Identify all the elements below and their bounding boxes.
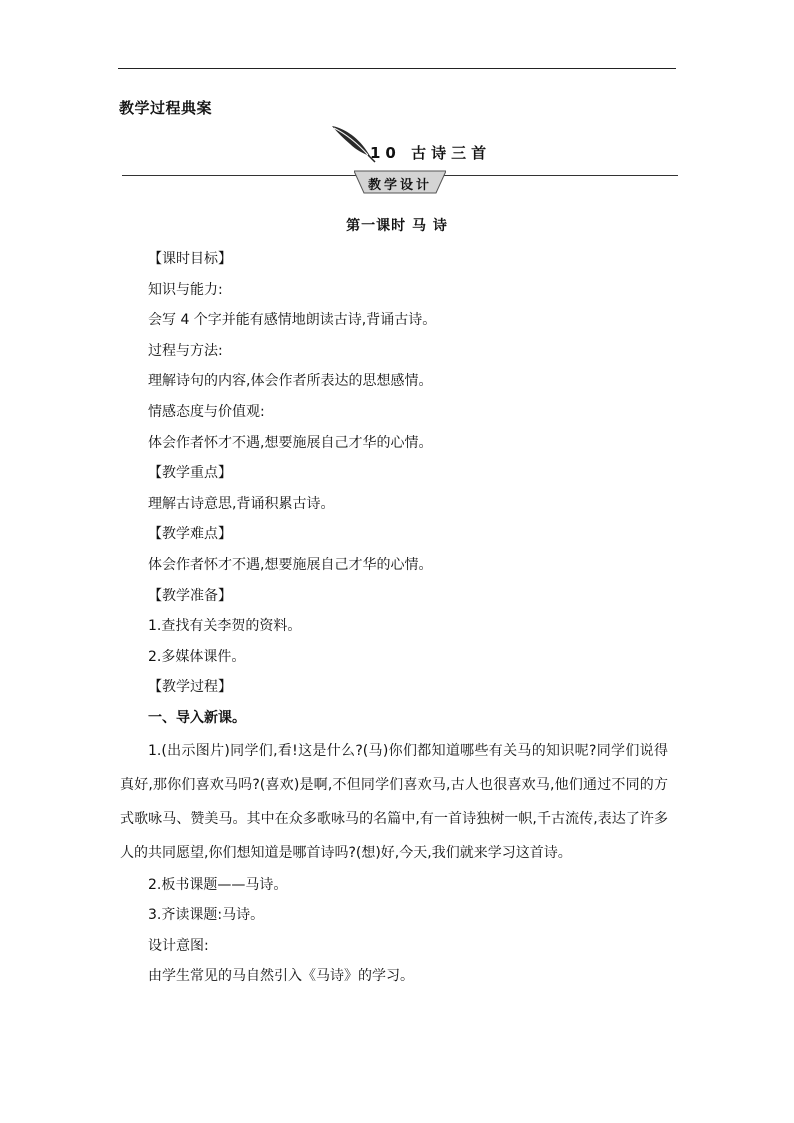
lesson-content <box>120 244 688 992</box>
step1-item-2: 2.板书课题——马诗。 <box>148 876 288 893</box>
section-badge <box>354 170 446 194</box>
process-text: 理解诗句的内容,体会作者所表达的思想感情。 <box>148 373 433 390</box>
emotion-text: 体会作者怀才不遇,想要施展自己才华的心情。 <box>148 434 433 451</box>
design-intent-text: 由学生常见的马自然引入《马诗》的学习。 <box>148 968 414 985</box>
lesson-title: 10 古诗三首 <box>370 144 492 162</box>
step1-paragraph: 1.(出示图片)同学们,看!这是什么?(马)你们都知道哪些有关马的知识呢?同学们说得真好,那你们喜欢马吗?(喜欢)是啊,不但同学们喜欢马,古人也很喜欢马,他们通过不同的方式歌咏马、赞美马。其中在众多歌咏马的名篇中,有一首诗独树一帜,千古流传,表达了许多人的共同愿望,你们想知道是哪首诗吗?(想)好,今天,我们就来学习这首诗。 <box>120 742 668 861</box>
section-badge-label: 教学设计 <box>367 178 432 193</box>
step1-item-3: 3.齐读课题:马诗。 <box>148 907 265 924</box>
lesson-heading <box>330 124 530 168</box>
process-label: 过程与方法: <box>148 342 223 359</box>
difficulty-heading: 【教学难点】 <box>148 526 232 543</box>
prep-heading: 【教学准备】 <box>148 587 232 604</box>
step1-heading: 一、导入新课。 <box>148 709 246 726</box>
prep-item-1: 1.查找有关李贺的资料。 <box>148 618 302 635</box>
process-heading: 【教学过程】 <box>148 679 232 696</box>
key-heading: 【教学重点】 <box>148 465 232 482</box>
period-title: 第一课时 马 诗 <box>346 218 448 234</box>
top-rule <box>118 68 676 69</box>
design-intent-label: 设计意图: <box>148 937 209 954</box>
knowledge-text: 会写 4 个字并能有感情地朗读古诗,背诵古诗。 <box>148 312 437 329</box>
knowledge-label: 知识与能力: <box>148 281 223 298</box>
objectives-heading: 【课时目标】 <box>148 251 232 267</box>
emotion-label: 情感态度与价值观: <box>148 403 265 420</box>
prep-item-2: 2.多媒体课件。 <box>148 648 246 665</box>
difficulty-text: 体会作者怀才不遇,想要施展自己才华的心情。 <box>148 556 433 573</box>
key-text: 理解古诗意思,背诵积累古诗。 <box>148 495 335 512</box>
page-header-label: 教学过程典案 <box>119 99 213 117</box>
